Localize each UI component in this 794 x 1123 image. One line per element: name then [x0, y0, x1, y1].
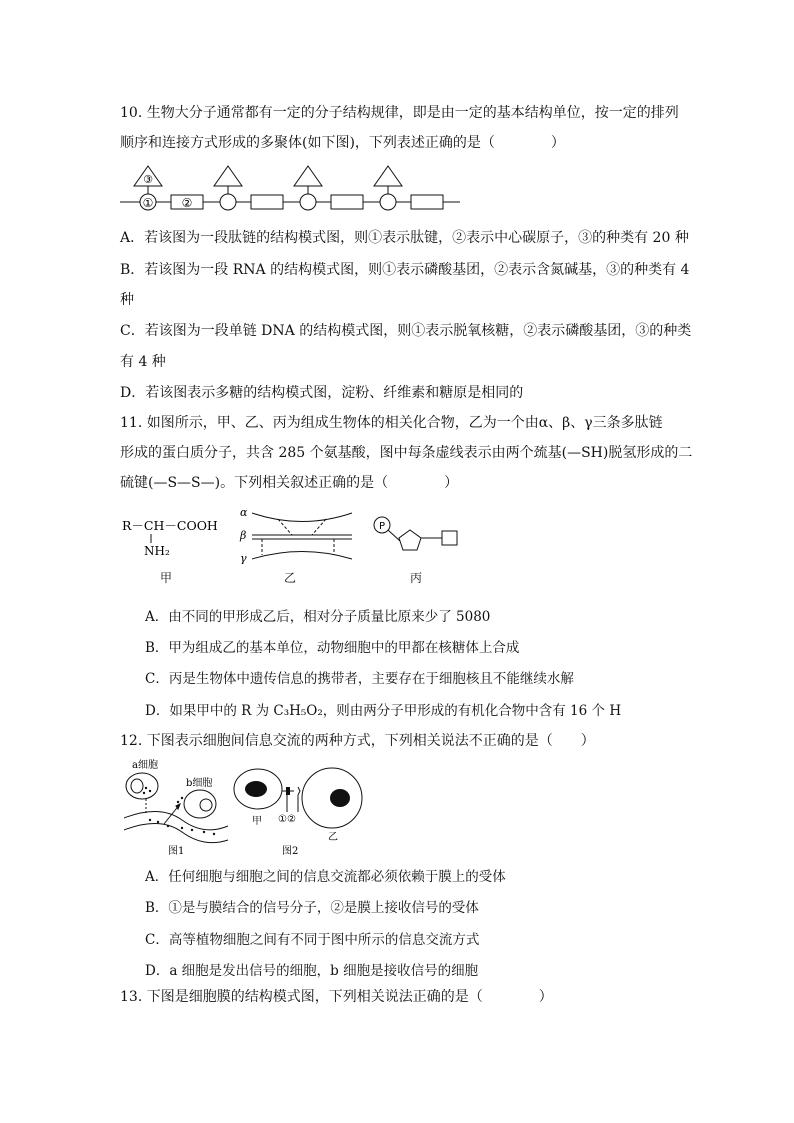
q10-option-b-cont: 种: [120, 292, 134, 308]
q11-option-b: B．甲为组成乙的基本单位，动物细胞中的甲都在核糖体上合成: [145, 640, 520, 656]
gamma-label: γ: [240, 552, 247, 564]
fig2-caption: 图2: [282, 846, 299, 857]
b-cell-label: b细胞: [186, 778, 213, 789]
q12-option-d: D．a 细胞是发出信号的细胞，b 细胞是接收信号的细胞: [145, 963, 479, 979]
q11-option-d: D．如果甲中的 R 为 C₃H₅O₂，则由两分子甲形成的有机化合物中含有 16 个 H: [145, 703, 622, 719]
caption-jia: 甲: [160, 571, 173, 585]
phosphate-label: P: [378, 521, 386, 532]
q12-option-a: A．任何细胞与细胞之间的信息交流都必须依赖于膜上的受体: [145, 869, 506, 885]
amino-acid-structure: [120, 510, 230, 560]
label-2: ②: [181, 196, 193, 210]
q10-option-d: D．若该图表示多糖的结构模式图，淀粉、纤维素和糖原是相同的: [120, 385, 524, 401]
caption-yi: 乙: [284, 571, 297, 585]
fig1-caption: 图1: [168, 846, 185, 856]
q11-option-c: C．丙是生物体中遗传信息的携带者，主要存在于细胞核且不能继续水解: [145, 671, 574, 687]
q10-stem-line1: 10. 生物大分子通常都有一定的分子结构规律，即是由一定的基本结构单位，按一定的排列: [120, 105, 679, 121]
q10-option-c: C．若该图为一段单链 DNA 的结构模式图，则①表示脱氧核糖，②表示磷酸基团，③的种类: [120, 323, 692, 339]
q11-stem-line2: 形成的蛋白质分子，共含 285 个氨基酸，图中每条虚线表示由两个巯基(—SH)脱氢形成的二: [120, 445, 693, 461]
q11-stem-line3: 硫键(—S—S—)。下列相关叙述正确的是（ ）: [120, 475, 459, 491]
caption-bing: 丙: [410, 571, 423, 585]
protein-chains-diagram: [236, 506, 356, 564]
label-3: ③: [143, 173, 153, 186]
jia-cell-label: 甲: [252, 816, 262, 827]
q12-option-c: C．高等植物细胞之间有不同于图中所示的信息交流方式: [145, 932, 480, 948]
beta-label: β: [240, 529, 247, 542]
yi-cell-label: 乙: [328, 832, 338, 843]
q10-option-a: A．若该图为一段肽链的结构模式图，则①表示肽键，②表示中心碳原子，③的种类有 20 种: [120, 230, 689, 246]
formula-main: R－CH－COOH: [122, 518, 218, 533]
marks-label: ①②: [278, 814, 296, 825]
q11-option-a: A．由不同的甲形成乙后，相对分子质量比原来少了 5080: [145, 609, 491, 625]
q10-option-b: B．若该图为一段 RNA 的结构模式图，则①表示磷酸基团，②表示含氮碱基，③的种类有 4: [120, 262, 690, 278]
q11-stem-line1: 11. 如图所示，甲、乙、丙为组成生物体的相关化合物，乙为一个由α、β、γ三条多肽链: [120, 415, 663, 431]
q10-option-c-cont: 有 4 种: [120, 354, 166, 370]
q12-stem: 12. 下图表示细胞间信息交流的两种方式，下列相关说法不正确的是（ ）: [120, 733, 595, 749]
q12-option-b: B．①是与膜结合的信号分子，②是膜上接收信号的受体: [145, 900, 479, 916]
polymer-chain-diagram: [118, 162, 468, 214]
q10-stem-line2: 顺序和连接方式形成的多聚体(如下图)，下列表述正确的是（ ）: [120, 135, 565, 151]
label-1: ①: [142, 196, 154, 210]
figure1-cell-signaling: [120, 758, 232, 856]
nucleotide-diagram: [370, 514, 462, 554]
q13-stem: 13. 下图是细胞膜的结构模式图，下列相关说法正确的是（ ）: [120, 989, 553, 1005]
a-cell-label: a细胞: [132, 760, 158, 771]
formula-nh2: NH₂: [144, 544, 170, 558]
figure2-cell-contact: [232, 760, 368, 858]
alpha-label: α: [240, 506, 248, 519]
